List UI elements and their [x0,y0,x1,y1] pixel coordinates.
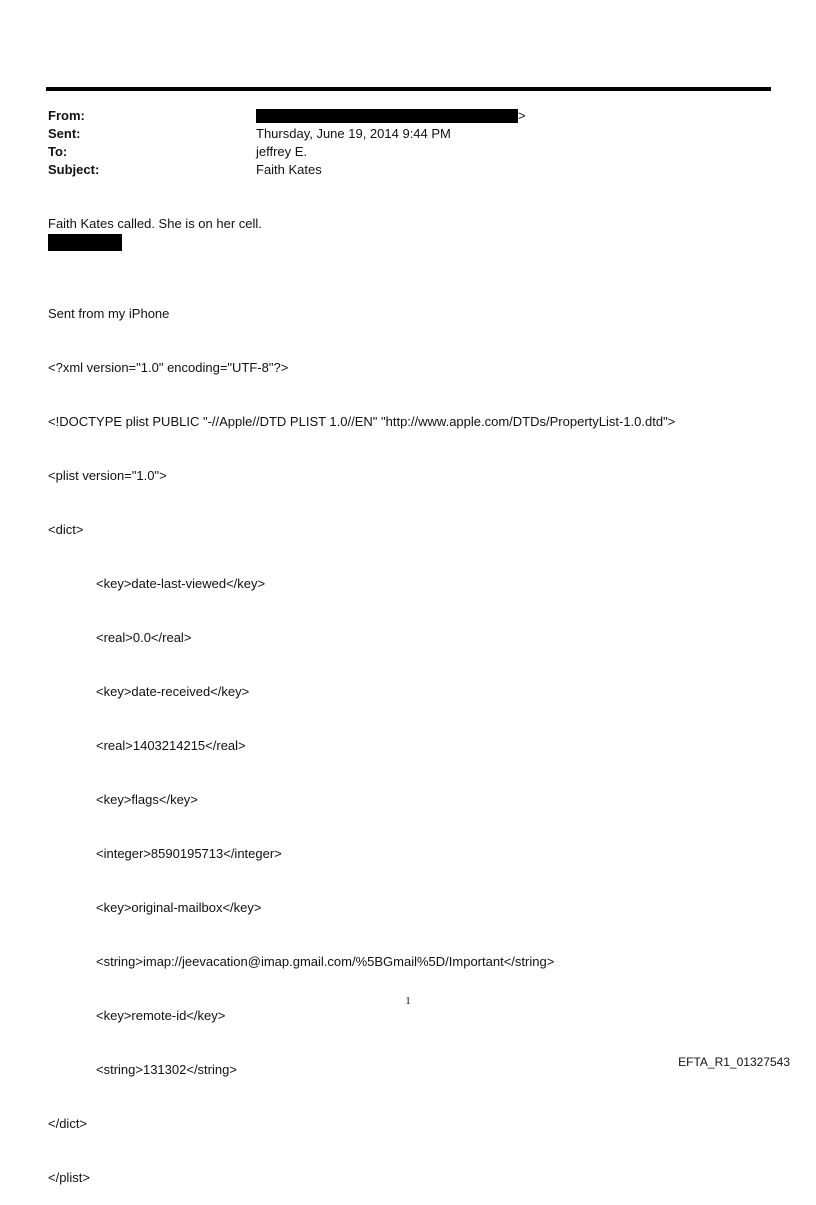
xml-line: <key>date-last-viewed</key> [96,576,266,591]
sent-row [48,125,748,143]
page-number: 1 [405,995,411,1007]
xml-line: <key>date-received</key> [96,684,250,699]
xml-line: <dict> [48,522,84,537]
message-text: Faith Kates called. She is on her cell. [48,216,262,231]
from-value [256,107,526,125]
subject-label: Subject: [48,162,100,177]
xml-line: <string>131302</string> [96,1062,237,1077]
xml-line: <plist version="1.0"> [48,468,167,483]
subject-value: Faith Kates [256,162,322,177]
xml-line: <?xml version="1.0" encoding="UTF-8"?> [48,360,289,375]
xml-line: <!DOCTYPE plist PUBLIC "-//Apple//DTD PLIST 1.0//EN" "http://www.apple.com/DTDs/PropertyList-1.0.dtd"> [48,414,676,429]
xml-line: </dict> [48,1116,88,1131]
xml-line: <key>original-mailbox</key> [96,900,262,915]
document-id: EFTA_R1_01327543 [678,1055,790,1069]
to-row [48,143,748,161]
from-row [48,107,748,125]
xml-line: <key>remote-id</key> [96,1008,226,1023]
xml-line: </plist> [48,1170,90,1185]
message-body [48,269,675,1205]
xml-line: <real>0.0</real> [96,630,192,645]
redaction-box [256,109,518,123]
subject-row [48,161,748,179]
xml-line: <string>imap://jeevacation@imap.gmail.com/%5BGmail%5D/Important</string> [96,954,555,969]
sent-value: Thursday, June 19, 2014 9:44 PM [256,126,451,141]
redaction-box [48,234,122,251]
xml-line: <integer>8590195713</integer> [96,846,282,861]
xml-line: <key>flags</key> [96,792,198,807]
from-suffix: > [518,108,526,123]
to-label: To: [48,144,68,159]
sent-label: Sent: [48,126,81,141]
to-value: jeffrey E. [256,144,308,159]
xml-line: <real>1403214215</real> [96,738,246,753]
from-label: From: [48,108,85,123]
header-rule [46,87,771,91]
signature-line: Sent from my iPhone [48,306,170,321]
